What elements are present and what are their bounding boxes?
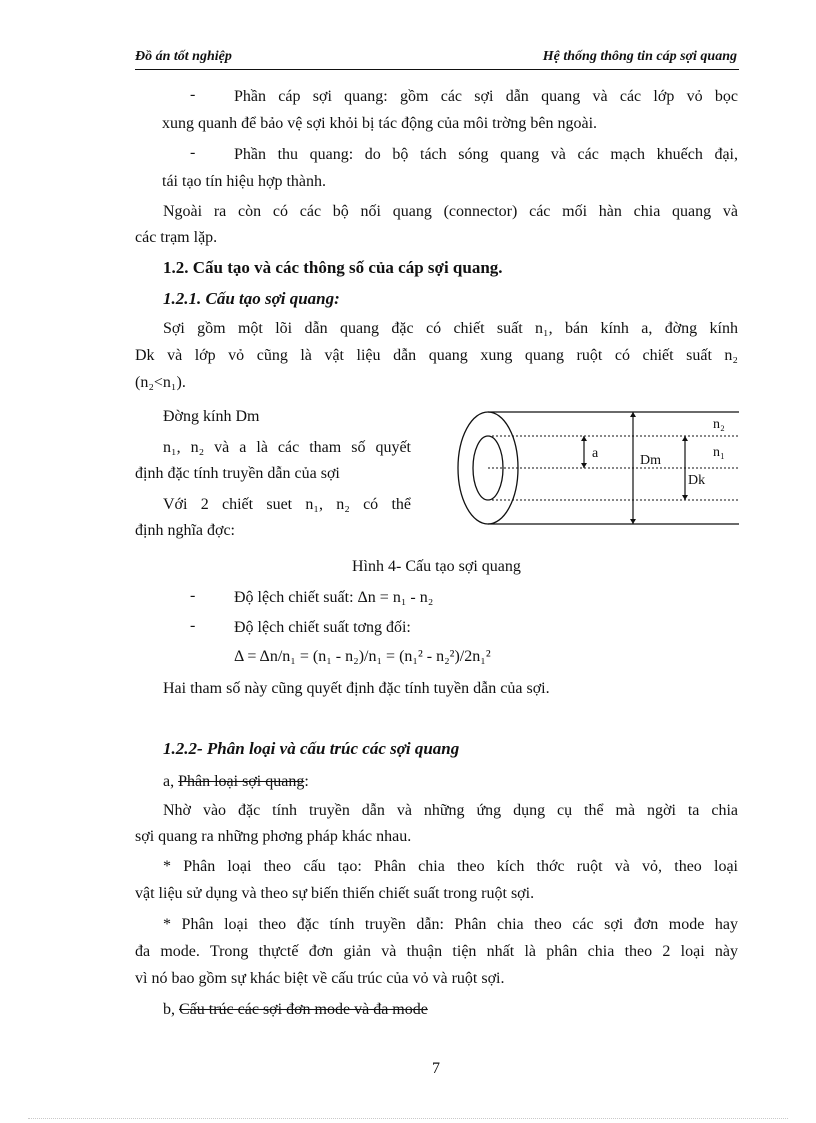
paragraph-line: Đờng kính Dm [163, 408, 260, 425]
section-heading-1-2: 1.2. Cấu tạo và các thông số của cáp sợi quang. [163, 258, 503, 277]
fiber-structure-diagram [453, 403, 743, 533]
paragraph-line: Hai tham số này cũng quyết định đặc tính tuyền dẫn của sợi. [163, 680, 550, 697]
subheading-a-prefix: a, [163, 773, 179, 790]
page-bottom-divider [28, 1118, 788, 1119]
page-header [135, 47, 739, 70]
label-n2: n₂ [713, 417, 725, 432]
paragraph-line: sợi quang ra những phơng pháp khác nhau. [135, 828, 412, 845]
label-dm: Dm [640, 453, 661, 468]
section-heading-1-2-1: 1.2.1. Cấu tạo sợi quang: [163, 289, 340, 308]
paragraph-line: Nhờ vào đặc tính truyền dẫn và những ứng dụng cụ thể mà ngời ta chia [163, 802, 738, 819]
paragraph-line: Phần cáp sợi quang: gồm các sợi dẫn quang và các lớp vỏ bọc [234, 88, 738, 105]
arrowhead [630, 412, 636, 417]
bullet-dash-4: - [190, 617, 196, 634]
paragraph-line: định nghĩa đợc: [135, 522, 235, 539]
paragraph-line: định đặc tính truyền dẫn của sợi [135, 465, 340, 482]
paragraph-line: các trạm lặp. [135, 229, 218, 246]
paragraph-line: (n₂<n₁). [135, 374, 186, 391]
figure-caption: Hình 4- Cấu tạo sợi quang [352, 558, 521, 575]
bullet-dash-2: - [190, 144, 196, 161]
paragraph-line: n₁, n₂ và a là các tham số quyết [163, 439, 411, 456]
formula-relative-delta: Δ = Δn/n₁ = (n₁ - n₂)/n₁ = (n₁² - n₂²)/2n₁² [234, 648, 491, 665]
paragraph-line: đa mode. Trong thựctế đơn giản và thuận tiện nhất là phân chia theo 2 loại này [135, 943, 738, 960]
paragraph-line: vật liệu sử dụng và theo sự biến thiến chiết suất trong ruột sợi. [135, 885, 535, 902]
arrowhead [630, 519, 636, 524]
subheading-b [163, 999, 428, 1021]
section-heading-1-2-2: 1.2.2- Phân loại và cấu trúc các sợi quang [163, 739, 460, 758]
bullet-dash-1: - [190, 86, 196, 103]
arrowhead [581, 436, 587, 441]
header-right-title: Hệ thống thông tin cáp sợi quang [542, 49, 737, 64]
subheading-b-prefix: b, [163, 1001, 179, 1018]
formula-delta-n: Độ lệch chiết suất: Δn = n₁ - n₂ [234, 589, 434, 606]
paragraph-line: tái tạo tín hiệu hợp thành. [162, 173, 326, 190]
paragraph-line: Ngoài ra còn có các bộ nối quang (connector) các mối hàn chia quang và [163, 203, 738, 220]
formula-relative-label: Độ lệch chiết suất tơng đối: [234, 619, 411, 636]
arrowhead [581, 463, 587, 468]
paragraph-line: Dk và lớp vỏ cũng là vật liệu dẫn quang xung quang ruột có chiết suất n₂ [135, 347, 738, 364]
paragraph-line: Phần thu quang: do bộ tách sóng quang và các mạch khuếch đại, [234, 146, 738, 163]
subheading-a [163, 771, 309, 793]
subheading-a-suffix: : [304, 773, 309, 790]
paragraph-line: * Phân loại theo đặc tính truyền dẫn: Phân chia theo các sợi đơn mode hay [163, 916, 738, 933]
subheading-b-text: Cấu trúc các sợi đơn mode và đa mode [179, 1001, 428, 1018]
page-number: 7 [432, 1060, 440, 1077]
header-left-title: Đồ án tốt nghiệp [135, 49, 232, 64]
label-n1: n₁ [713, 445, 725, 460]
label-a: a [592, 446, 599, 461]
bullet-dash-3: - [190, 587, 196, 604]
paragraph-line: * Phân loại theo cấu tạo: Phân chia theo kích thớc ruột và vỏ, theo loại [163, 858, 738, 875]
label-dk: Dk [688, 473, 706, 488]
paragraph-line: vì nó bao gồm sự khác biệt về cấu trúc của vỏ và ruột sợi. [135, 970, 505, 987]
arrowhead [682, 436, 688, 441]
paragraph-line: Với 2 chiết suet n₁, n₂ có thể [163, 496, 411, 513]
paragraph-line: Sợi gồm một lõi dẫn quang đặc có chiết suất n₁, bán kính a, đờng kính [163, 320, 738, 337]
arrowhead [682, 495, 688, 500]
paragraph-line: xung quanh để bảo vệ sợi khỏi bị tác động của môi trờng bên ngoài. [162, 115, 598, 132]
subheading-a-text: Phân loại sợi quang [178, 773, 305, 790]
